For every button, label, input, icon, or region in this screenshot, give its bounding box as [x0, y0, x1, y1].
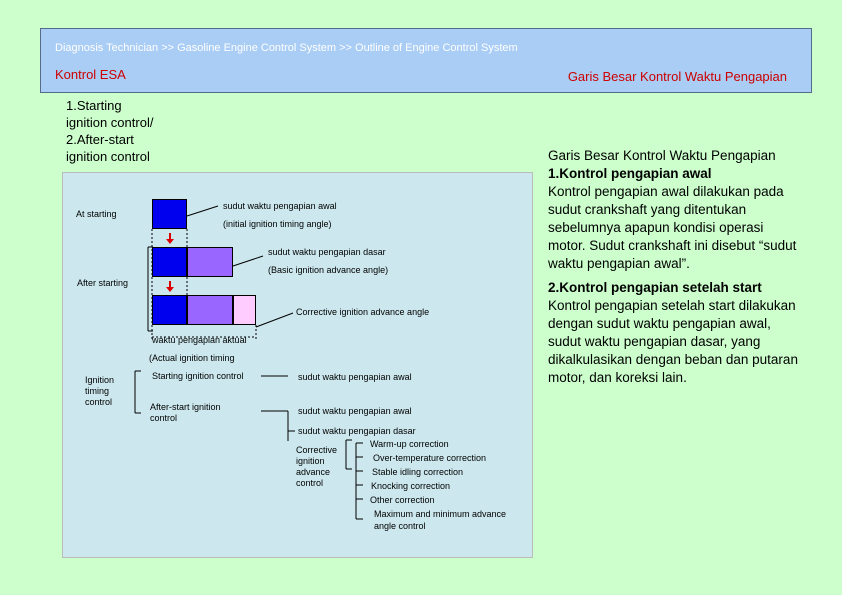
after-start-ignition-control-label: After-start ignition control — [150, 402, 221, 423]
correction-item: Knocking correction — [371, 481, 451, 491]
section-2-title: 2.Kontrol pengapian setelah start — [548, 280, 762, 295]
basic-angle-label-en: (Basic ignition advance angle) — [268, 265, 389, 275]
correction-item: Stable idling correction — [372, 467, 464, 477]
basic-leader-line — [233, 256, 263, 266]
correction-item: Maximum and minimum advance — [374, 509, 507, 519]
after-start-initial-label: sudut waktu pengapian awal — [298, 406, 412, 416]
diagram-heading-line: ignition control/ — [66, 115, 154, 130]
diagram-heading-line: ignition control — [66, 149, 150, 164]
header-bar — [40, 28, 812, 93]
actual-timing-label: waktu pengapian aktual — [152, 335, 247, 345]
at-starting-label: At starting — [76, 209, 117, 219]
after-start-basic-label: sudut waktu pengapian dasar — [298, 426, 416, 436]
initial-angle-label-en: (initial ignition timing angle) — [223, 219, 332, 229]
down-arrow-head — [166, 239, 174, 244]
diagram-heading — [66, 97, 153, 165]
after-starting-label: After starting — [77, 278, 129, 288]
corrective-leader-line — [256, 313, 293, 327]
correction-item: Other correction — [370, 495, 435, 505]
initial-angle-block-after — [152, 247, 187, 277]
page-title: Garis Besar Kontrol Waktu Pengapian — [567, 69, 787, 84]
initial-angle-block-actual — [152, 295, 187, 325]
section-1-body: Kontrol pengapian awal dilakukan pada sudut crankshaft yang ditentukan sebelumnya apapun kondisi operasi motor. Sudut crankshaft ini disebut “sudut waktu pengapian awal”. — [548, 184, 797, 271]
starting-value-label: sudut waktu pengapian awal — [298, 372, 412, 382]
correction-item: Warm-up correction — [370, 439, 449, 449]
correction-item: Over-temperature correction — [373, 453, 487, 463]
basic-angle-block — [187, 247, 233, 277]
description-panel — [548, 147, 798, 387]
initial-angle-block-starting — [152, 199, 187, 229]
section-2-body: Kontrol pengapian setelah start dilakukan dengan sudut waktu pengapian awal, sudut waktu pengapian dasar, yang dikalkulasikan dengan beban dan putaran motor, dan koreksi lain. — [548, 298, 798, 385]
starting-ignition-control-label: Starting ignition control — [152, 371, 244, 381]
corrective-angle-label: Corrective ignition advance angle — [296, 307, 430, 317]
basic-angle-label: sudut waktu pengapian dasar — [268, 247, 386, 257]
section-1-title: 1.Kontrol pengapian awal — [548, 166, 712, 181]
initial-angle-label: sudut waktu pengapian awal — [223, 201, 337, 211]
initial-leader-line — [187, 206, 218, 216]
actual-timing-label-en: (Actual ignition timing — [149, 353, 235, 363]
ignition-timing-diagram — [62, 172, 533, 558]
diagram-lines — [63, 173, 534, 559]
corrective-angle-block — [233, 295, 256, 325]
correction-item-continued: angle control — [374, 521, 426, 531]
diagram-heading-line: 1.Starting — [66, 98, 122, 113]
section-label: Kontrol ESA — [55, 67, 126, 82]
basic-angle-block-actual — [187, 295, 233, 325]
breadcrumb: Diagnosis Technician >> Gasoline Engine Control System >> Outline of Engine Control System — [55, 42, 518, 54]
ignition-timing-control-label: Ignition timing control — [85, 375, 115, 407]
diagram-heading-line: 2.After-start — [66, 132, 134, 147]
down-arrow-head — [166, 287, 174, 292]
corrective-control-label: Corrective ignition advance control — [296, 445, 338, 488]
description-title: Garis Besar Kontrol Waktu Pengapian — [548, 148, 776, 163]
